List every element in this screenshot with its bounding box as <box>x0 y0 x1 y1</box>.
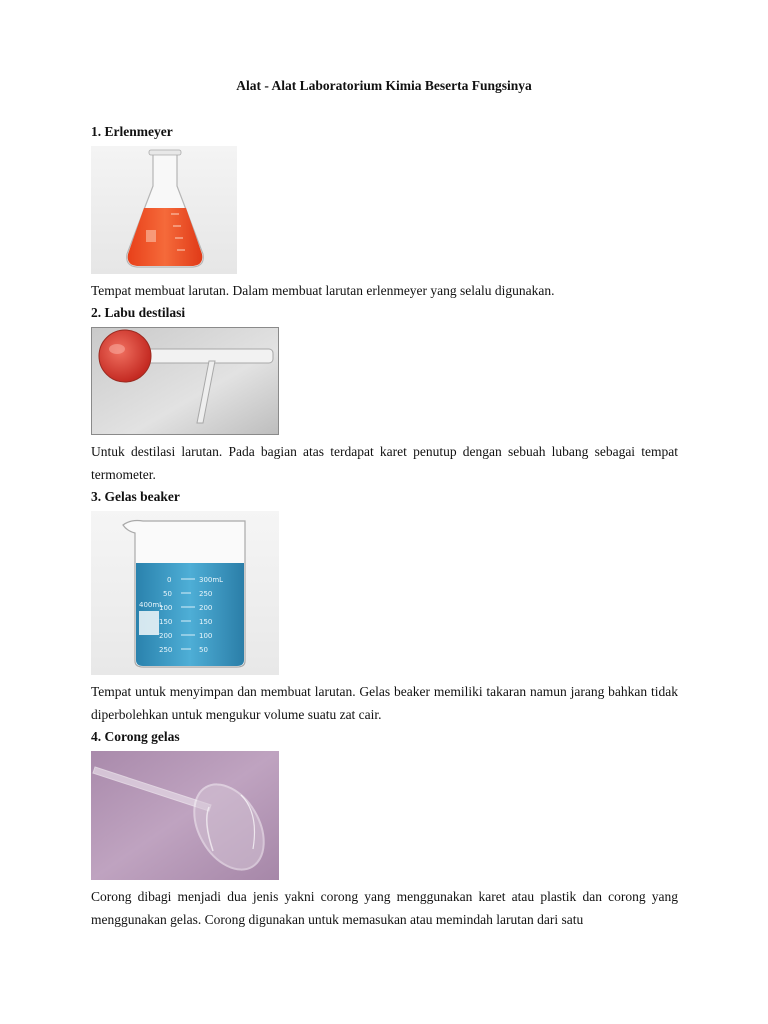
section-text-erlenmeyer: Tempat membuat larutan. Dalam membuat larutan erlenmeyer yang selalu digunakan. <box>91 283 555 298</box>
beaker-scale-left-2: 100 <box>159 604 173 612</box>
glass-funnel-photo <box>91 751 279 880</box>
section-text-gelas-beaker: Tempat untuk menyimpan dan membuat larutan. Gelas beaker memiliki takaran namun jarang bahkan tidak diperbolehkan untuk mengukur volume suatu zat cair. <box>91 684 678 722</box>
beaker-photo <box>91 511 279 675</box>
erlenmeyer-flask-photo <box>91 146 237 274</box>
beaker-scale-left-0: 0 <box>167 576 172 584</box>
beaker-scale-left-4: 200 <box>159 632 173 640</box>
distillation-flask-photo <box>91 327 279 435</box>
beaker-scale-right-2: 200 <box>199 604 213 612</box>
beaker-scale-right-1: 250 <box>199 590 213 598</box>
section-heading-corong-gelas: 4. Corong gelas <box>91 729 180 744</box>
section-text-corong-gelas: Corong dibagi menjadi dua jenis yakni corong yang menggunakan karet atau plastik dan corong yang menggunakan gelas. Corong digunakan untuk memasukan atau memindah larutan dari satu <box>91 889 678 927</box>
beaker-scale-left-3: 150 <box>159 618 173 626</box>
beaker-scale-right-3: 150 <box>199 618 213 626</box>
beaker-scale-right-5: 50 <box>199 646 208 654</box>
beaker-scale-left-5: 250 <box>159 646 173 654</box>
section-text-labu-destilasi: Untuk destilasi larutan. Pada bagian atas terdapat karet penutup dengan sebuah lubang sebagai tempat termometer. <box>91 444 678 482</box>
document-title: Alat - Alat Laboratorium Kimia Beserta Fungsinya <box>236 78 532 93</box>
beaker-scale-right-0: 300mL <box>199 576 224 584</box>
section-heading-labu-destilasi: 2. Labu destilasi <box>91 305 186 320</box>
beaker-capacity-label: 400mL <box>139 601 164 609</box>
beaker-scale-right-4: 100 <box>199 632 213 640</box>
section-heading-gelas-beaker: 3. Gelas beaker <box>91 489 180 504</box>
section-heading-erlenmeyer: 1. Erlenmeyer <box>91 124 173 139</box>
beaker-scale-left-1: 50 <box>163 590 172 598</box>
